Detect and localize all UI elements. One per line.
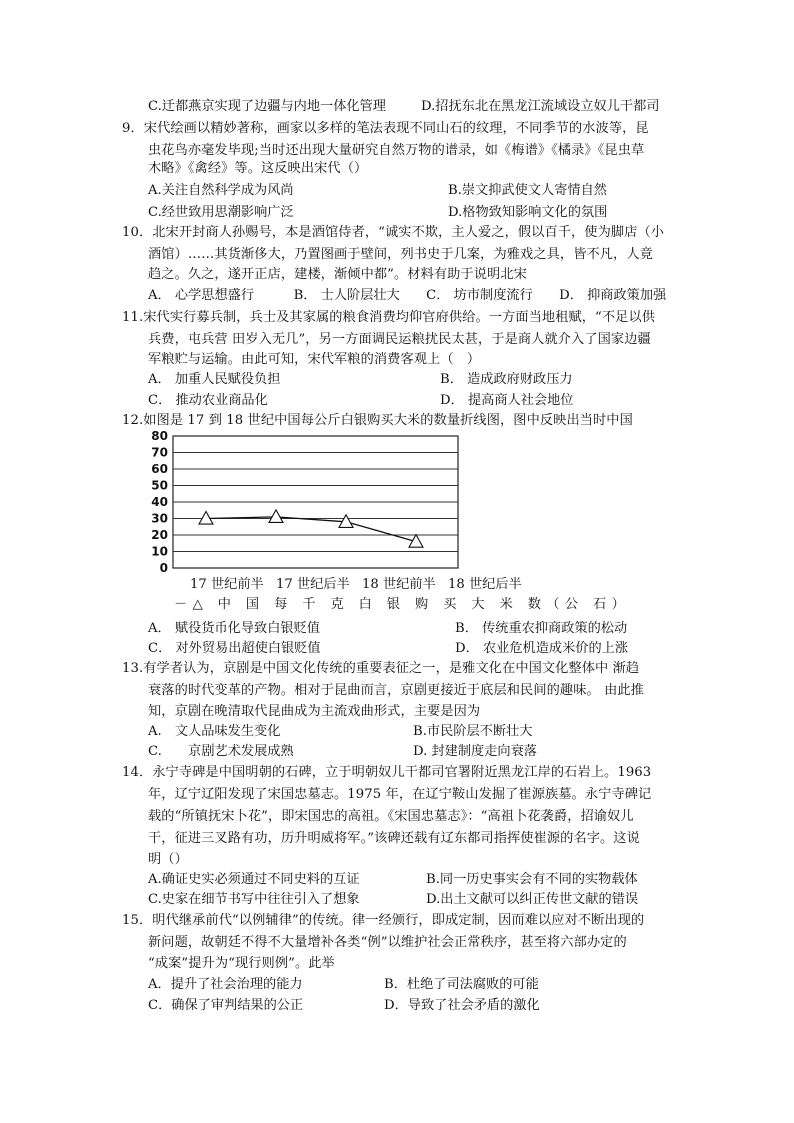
q9-stem-line-2: 虫花鸟亦毫发毕现;当时还出现大量研究自然万物的谱录，如《梅谱》《橘录》《昆虫草 [148, 143, 645, 158]
y-tick-label-40: 40 [151, 495, 168, 509]
y-tick-label-80: 80 [151, 429, 168, 443]
q12-option-a: A． 赋役货币化导致白银贬值 [148, 621, 320, 636]
q14-option-d: D.出土文献可以纠正传世文献的错误 [426, 892, 639, 907]
q13-option-a: A. 文人品味发生变化 [148, 724, 281, 739]
q15-option-a: A．提升了社会治理的能力 [148, 977, 303, 992]
q15-stem-line-3: “成案”提升为“现行则例”。此举 [148, 956, 335, 971]
q14-stem-line-5: 明（） [148, 852, 188, 867]
q9-option-c: C.经世致用思潮影响广泛 [148, 205, 294, 220]
series-line [206, 517, 416, 542]
q8-option-c: C.迁都燕京实现了边疆与内地一体化管理 [148, 99, 386, 114]
q13-stem-line-3: 知，京剧在晚清取代昆曲成为主流戏曲形式，主要是因为 [148, 704, 481, 719]
q10-stem-line-1: 10．北宋开封商人孙赐号，本是酒馆侍者，“诚实不欺，主人爱之，假以百千，使为脚店（小 [122, 225, 665, 240]
q8-option-d: D.招抚东北在黑龙江流域设立奴儿干都司 [421, 99, 660, 114]
q12-option-d: D． 农业危机造成米价的上涨 [455, 641, 629, 656]
y-tick-label-60: 60 [151, 462, 168, 476]
q9-stem-line-3: 木略》《禽经》等。这反映出宋代（） [148, 161, 368, 176]
q9-option-a: A.关注自然科学成为风尚 [148, 183, 294, 198]
q14-stem-line-4: 干，征进三叉路有功，历升明威将军。”该碑还载有辽东都司指挥使崔源的名字。这说 [148, 831, 640, 846]
y-tick-label-0: 0 [159, 561, 168, 575]
q14-option-a: A.确证史实必须通过不同史料的互证 [148, 872, 360, 887]
x-tick-label-3: 18 世纪后半 [448, 577, 522, 592]
q15-option-c: C．确保了审判结果的公正 [148, 998, 304, 1013]
rice-per-silver-line-chart [140, 428, 470, 580]
q14-stem-line-2: 年，辽宁辽阳发现了宋国忠墓志。1975 年，在辽宁鞍山发掘了崔源族墓。永宁寺碑记 [148, 787, 652, 802]
q15-stem-line-1: 15．明代继承前代“以例辅律”的传统。律一经颁行，即成定制，因而难以应对不断出现的 [122, 913, 645, 928]
q14-option-b: B.同一历史事实会有不同的实物载体 [426, 872, 638, 887]
q9-stem-line-1: 9．宋代绘画以精妙著称，画家以多样的笔法表现不同山石的纹理，不同季节的水波等，昆 [122, 121, 649, 136]
q11-option-a: A． 加重人民赋役负担 [148, 372, 281, 387]
x-tick-label-1: 17 世纪后半 [276, 577, 350, 592]
data-point-3 [409, 535, 423, 548]
q10-stem-line-3: 趋之。久之，遂开正店，建楼，渐倾中都”。材料有助于说明北宋 [148, 267, 527, 282]
q9-option-b: B.崇文抑武使文人寄情自然 [448, 183, 607, 198]
q11-option-d: D． 提高商人社会地位 [440, 393, 574, 408]
q14-stem-line-3: 载的“所镇抚宋卜花”，即宋国忠的高祖。《宋国忠墓志》：“高祖卜花袭爵，招谕奴儿 [148, 809, 634, 824]
q12-stem: 12.如图是 17 到 18 世纪中国每公斤白银购买大米的数量折线图，图中反映出当时中国 [122, 413, 633, 428]
q11-stem-line-3: 军粮贮与运输。由此可知，宋代军粮的消费客观上（ ） [148, 352, 481, 367]
q13-stem-line-2: 衰落的时代变革的产物。相对于昆曲而言，京剧更接近于底层和民间的趣味。 由此推 [148, 683, 644, 698]
x-tick-label-0: 17 世纪前半 [190, 577, 264, 592]
q11-option-b: B． 造成政府财政压力 [440, 372, 573, 387]
q15-stem-line-2: 新问题，故朝廷不得不大量增补各类“例”以维护社会正常秩序，甚至将六部办定的 [148, 935, 627, 950]
q14-stem-line-1: 14．永宁寺碑是中国明朝的石碑，立于明朝奴儿干都司官署附近黑龙江岸的石岩上。1963 [122, 765, 652, 780]
chart-legend: －△ 中 国 每 千 克 白 银 购 买 大 米 数（公 石） [174, 597, 631, 612]
q11-option-c: C． 推动农业商品化 [148, 393, 268, 408]
q11-stem-line-2: 兵费，屯兵营 田岁入无几”，另一方面调民运粮扰民太甚，于是商人就介入了国家边疆 [148, 332, 651, 347]
q10-options: A． 心学思想盛行 B． 士人阶层壮大 C． 坊市制度流行 D． 抑商政策加强 [148, 288, 667, 303]
q15-option-b: B．杜绝了司法腐败的可能 [384, 977, 539, 992]
data-point-1 [269, 510, 283, 523]
y-tick-label-30: 30 [151, 511, 168, 526]
q13-option-c: C. 京剧艺术发展成熟 [148, 744, 294, 759]
y-tick-label-50: 50 [151, 478, 168, 493]
q13-option-d: D. 封建制度走向衰落 [413, 744, 537, 759]
q13-stem-line-1: 13.有学者认为，京剧是中国文化传统的重要表征之一，是雅文化在中国文化整体中 渐趋 [122, 661, 640, 676]
q10-stem-line-2: 酒馆）……其货渐侈大，乃置图画于壁间，列书史于几案，为雅戏之具，皆不凡，人竟 [148, 247, 653, 262]
q13-option-b: B.市民阶层不断壮大 [413, 724, 533, 739]
q12-option-b: B． 传统重农抑商政策的松动 [455, 621, 628, 636]
q12-option-c: C． 对外贸易出超使白银贬值 [148, 641, 321, 656]
y-tick-label-10: 10 [151, 544, 168, 559]
q14-option-c: C.史家在细节书写中往往引入了想象 [148, 892, 360, 907]
y-tick-label-70: 70 [151, 445, 168, 460]
x-tick-label-2: 18 世纪前半 [362, 577, 436, 592]
chart-svg [140, 428, 470, 580]
q11-stem-line-1: 11.宋代实行募兵制，兵士及其家属的粮食消费均仰官府供给。一方面当地租赋，“不足以供 [122, 310, 656, 325]
q9-option-d: D.格物致知影响文化的氛围 [448, 205, 608, 220]
q15-option-d: D．导致了社会矛盾的激化 [384, 998, 540, 1013]
y-tick-label-20: 20 [151, 528, 168, 542]
